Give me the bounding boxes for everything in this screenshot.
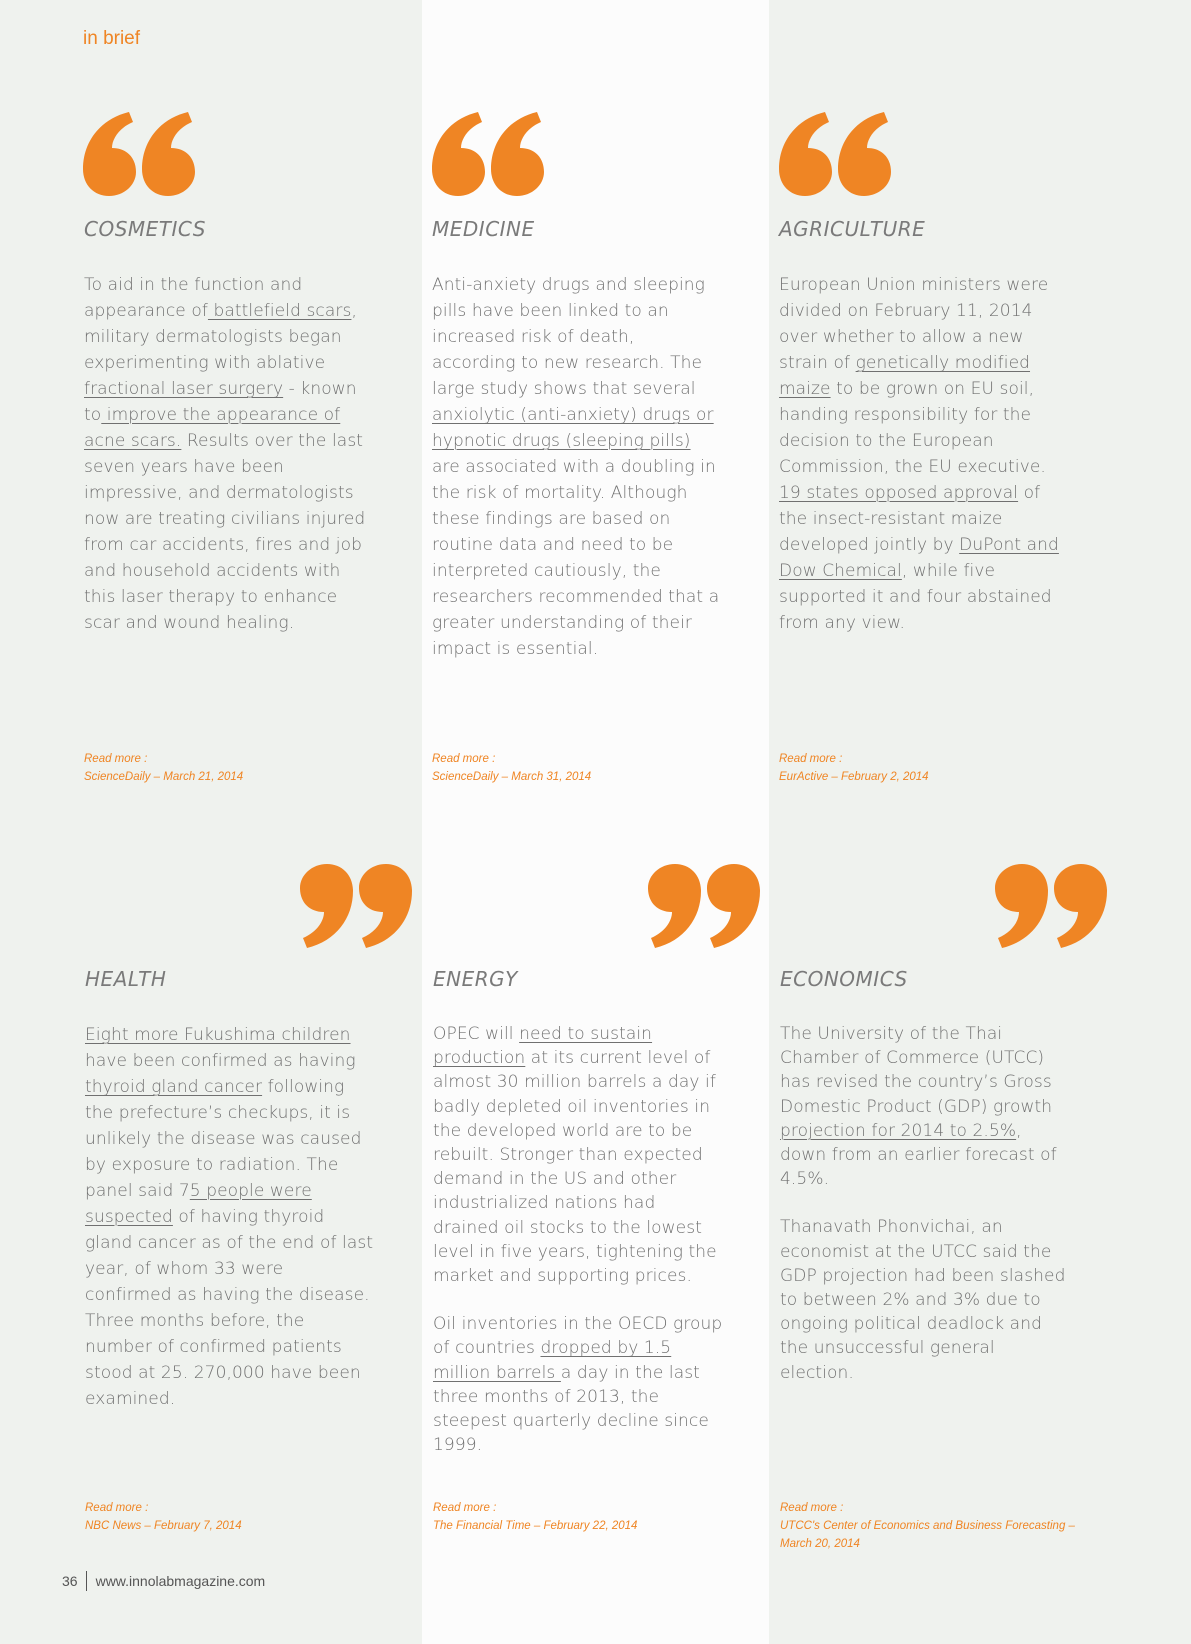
read-more-economics xyxy=(780,1499,1080,1553)
close-quote-icon xyxy=(648,864,760,948)
read-more-label: Read more : xyxy=(432,753,496,765)
article-body xyxy=(432,272,722,662)
article-body xyxy=(433,1022,723,1457)
article-paragraph xyxy=(433,1022,723,1288)
article-body xyxy=(84,272,374,636)
read-more-label: Read more : xyxy=(85,1502,149,1514)
article-link[interactable]: battlefield scars xyxy=(207,301,352,321)
article-text: , down from an earlier forecast of 4.5%. xyxy=(780,1120,1057,1190)
page-number: 36 xyxy=(62,1573,78,1589)
source-link[interactable]: EurActive – February 2, 2014 xyxy=(779,771,929,783)
article-body xyxy=(779,272,1069,636)
article-paragraph xyxy=(779,272,1069,636)
article-link[interactable]: Eight more Fukushima children xyxy=(85,1025,351,1045)
article-text: are associated with a doubling in the risk of mortality. Although these findings are based on routine data and need to be interpreted cautiously, the researchers recommended that a greater understanding of their impact is essential. xyxy=(432,457,720,659)
article-text: - known to xyxy=(84,379,357,425)
article-cosmetics xyxy=(84,216,374,636)
article-link[interactable]: anxiolytic (anti-anxiety) drugs or hypnotic drugs (sleeping pills) xyxy=(432,405,714,451)
open-quote-icon xyxy=(432,112,544,196)
read-more-label: Read more : xyxy=(779,753,843,765)
read-more-label: Read more : xyxy=(780,1502,844,1514)
open-quote-icon xyxy=(779,112,891,196)
article-text: of the insect-resistant maize developed jointly by xyxy=(779,483,1041,555)
article-text: European Union ministers were divided on February 11, 2014 over whether to allow a new strain of xyxy=(779,275,1049,373)
article-category: ENERGY xyxy=(433,967,518,991)
article-category: MEDICINE xyxy=(432,217,535,241)
article-agriculture xyxy=(779,216,1069,636)
article-energy xyxy=(433,966,723,1457)
article-link[interactable]: 5 people were suspected xyxy=(85,1181,312,1227)
article-text: Thanavath Phonvichai, an economist at the UTCC said the GDP projection had been slashed to between 2% and 3% due to ongoing political deadlock and the unsuccessful general election. xyxy=(780,1217,1066,1383)
article-link[interactable]: fractional laser surgery xyxy=(84,379,284,399)
source-link[interactable]: UTCC's Center of Economics and Business Forecasting – March 20, 2014 xyxy=(780,1520,1075,1550)
footer-divider xyxy=(86,1571,87,1591)
article-link[interactable]: need to sustain production xyxy=(433,1024,653,1069)
article-body xyxy=(780,1022,1070,1385)
source-link[interactable]: ScienceDaily – March 21, 2014 xyxy=(84,771,244,783)
article-text: Oil inventories in the OECD group of countries xyxy=(433,1314,723,1359)
footer-url[interactable]: www.innolabmagazine.com xyxy=(95,1573,266,1589)
read-more-label: Read more : xyxy=(433,1502,497,1514)
article-paragraph xyxy=(432,272,722,662)
article-paragraph xyxy=(780,1215,1070,1384)
article-text: To aid in the function and appearance of xyxy=(84,275,303,321)
article-text: The University of the Thai Chamber of Commerce (UTCC) has revised the country’s Gross Domestic Product (GDP) growth xyxy=(780,1024,1053,1117)
read-more-health xyxy=(85,1499,385,1535)
article-link[interactable]: thyroid gland cancer xyxy=(85,1077,263,1097)
article-link[interactable]: genetically modified maize xyxy=(779,353,1031,399)
article-text: to be grown on EU soil, handing responsibility for the decision to the European Commission, the EU executive. xyxy=(779,379,1046,477)
section-label: in brief xyxy=(83,28,141,49)
article-text: have been confirmed as having xyxy=(85,1051,356,1071)
read-more-label: Read more : xyxy=(84,753,148,765)
read-more-agriculture xyxy=(779,750,1079,786)
article-paragraph xyxy=(780,1022,1070,1191)
article-category: HEALTH xyxy=(85,967,167,991)
source-link[interactable]: ScienceDaily – March 31, 2014 xyxy=(432,771,592,783)
article-text: a day in the last three months of 2013, the steepest quarterly decline since 1999. xyxy=(433,1362,709,1456)
source-link[interactable]: NBC News – February 7, 2014 xyxy=(85,1520,242,1532)
article-link[interactable]: 19 states opposed approval xyxy=(779,483,1019,503)
close-quote-icon xyxy=(995,864,1107,948)
page-footer xyxy=(62,1571,265,1591)
article-text: , while five supported it and four abstained from any view. xyxy=(779,561,1052,633)
open-quote-icon xyxy=(83,112,195,196)
article-paragraph xyxy=(433,1312,723,1457)
article-text: following the prefecture’s checkups, it is unlikely the disease was caused by exposure to radiation. The panel said 7 xyxy=(85,1077,362,1201)
article-link[interactable]: projection for 2014 to 2.5% xyxy=(780,1120,1017,1141)
source-link[interactable]: The Financial Time – February 22, 2014 xyxy=(433,1520,638,1532)
article-text: Results over the last seven years have been impressive, and dermatologists now are treating civilians injured from car accidents, fires and job and household accidents with this laser therapy to enhance scar and wound healing. xyxy=(84,431,366,633)
article-economics xyxy=(780,966,1070,1385)
article-text: , military dermatologists began experimenting with ablative xyxy=(84,301,357,373)
article-text: at its current level of almost 30 million barrels a day if badly depleted oil inventories in the developed world are to be rebuilt. Stronger than expected demand in the US and other industrialized nations had drained oil stocks to the lowest level in five years, tightening the market and supporting prices. xyxy=(433,1048,717,1287)
close-quote-icon xyxy=(300,864,412,948)
article-body xyxy=(85,1022,375,1412)
article-category: AGRICULTURE xyxy=(779,217,926,241)
article-paragraph xyxy=(84,272,374,636)
read-more-energy xyxy=(433,1499,733,1535)
read-more-medicine xyxy=(432,750,732,786)
read-more-cosmetics xyxy=(84,750,384,786)
article-text: OPEC will xyxy=(433,1024,520,1044)
article-link[interactable]: dropped by 1.5 million barrels xyxy=(433,1338,672,1383)
article-health xyxy=(85,966,375,1412)
article-link[interactable]: improve the appearance of acne scars. xyxy=(84,405,341,451)
article-category: COSMETICS xyxy=(84,217,206,241)
article-text: Anti-anxiety drugs and sleeping pills have been linked to an increased risk of death, according to new research. The large study shows that several xyxy=(432,275,705,399)
article-link[interactable]: DuPont and Dow Chemical xyxy=(779,535,1059,581)
article-medicine xyxy=(432,216,722,662)
article-category: ECONOMICS xyxy=(780,967,908,991)
article-text: of having thyroid gland cancer as of the end of last year, of whom 33 were confirmed as having the disease. Three months before, the number of confirmed patients stood at 25. 270,000 have been examined. xyxy=(85,1207,374,1409)
article-paragraph xyxy=(85,1022,375,1412)
